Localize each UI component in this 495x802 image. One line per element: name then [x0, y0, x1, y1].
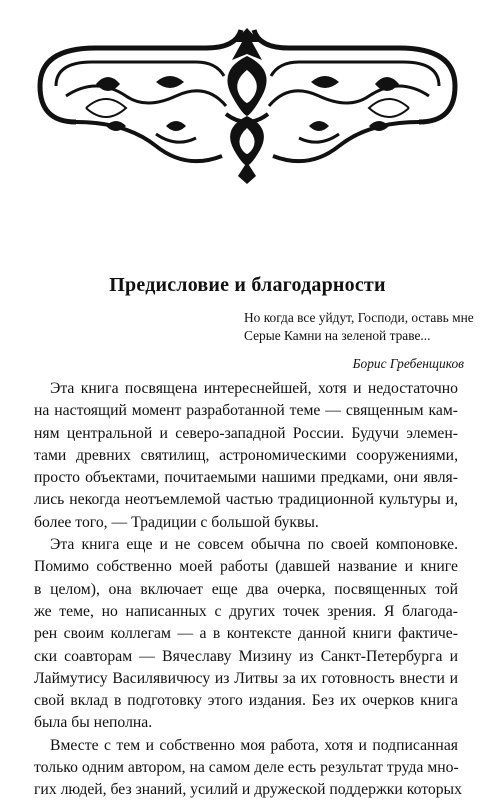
- text-line: только одним автором, на самом деле есть результат труда мно-: [34, 759, 459, 777]
- text-line: ням центральной и северо-западной России. Будучи элемен-: [34, 424, 458, 442]
- text-line: Лаймутису Василявичюсу из Литвы за их готовность внести и: [34, 669, 458, 687]
- text-line: же теме, но написанных с других точек зрения. Я благода-: [34, 602, 458, 620]
- epigraph-line: Серые Камни на зеленой траве...: [244, 328, 431, 343]
- text-line: на настоящий момент разработанной теме — священным кам-: [34, 402, 458, 420]
- text-line: лись некогда неотъемлемой частью традиционной культуры и,: [34, 491, 458, 509]
- text-line: рен своим коллегам — а в контексте данной книги фактиче-: [34, 625, 458, 643]
- text-line: в целом), она включает еще два очерка, посвященных той: [34, 580, 458, 598]
- text-line: была бы неполна.: [34, 714, 153, 732]
- epigraph-author: Борис Гребенщиков: [352, 356, 464, 371]
- text-line: тами древних святилищ, астрономическими сооружениями,: [34, 446, 458, 464]
- text-line: более того, — Традиции с большой буквы.: [34, 513, 319, 531]
- text-line: гих людей, без знаний, усилий и дружеской поддержки которых: [34, 781, 462, 799]
- text-line: Эта книга посвящена интереснейшей, хотя и недостаточно: [50, 380, 458, 397]
- body-text: [34, 378, 462, 802]
- epigraph: [244, 309, 474, 373]
- text-line: просто объектами, почитаемыми нашими предками, они явля-: [34, 469, 458, 487]
- decorative-ornament-headpiece: [36, 26, 459, 184]
- text-line: свой вклад в подготовку этого издания. Без их очерков книга: [34, 692, 458, 710]
- epigraph-line: Но когда все уйдут, Господи, оставь мне: [244, 310, 474, 325]
- page-title: Предисловие и благодарности: [109, 274, 386, 296]
- text-line: Помимо собственно моей работы (давшей название и книге: [34, 558, 458, 576]
- text-line: Эта книга еще и не совсем обычна по своей компоновке.: [50, 536, 458, 554]
- text-line: Вместе с тем и собственно моя работа, хотя и подписанная: [50, 736, 458, 754]
- text-line: ски соавторам — Вячеславу Мизину из Санкт-Петербурга и: [34, 647, 458, 665]
